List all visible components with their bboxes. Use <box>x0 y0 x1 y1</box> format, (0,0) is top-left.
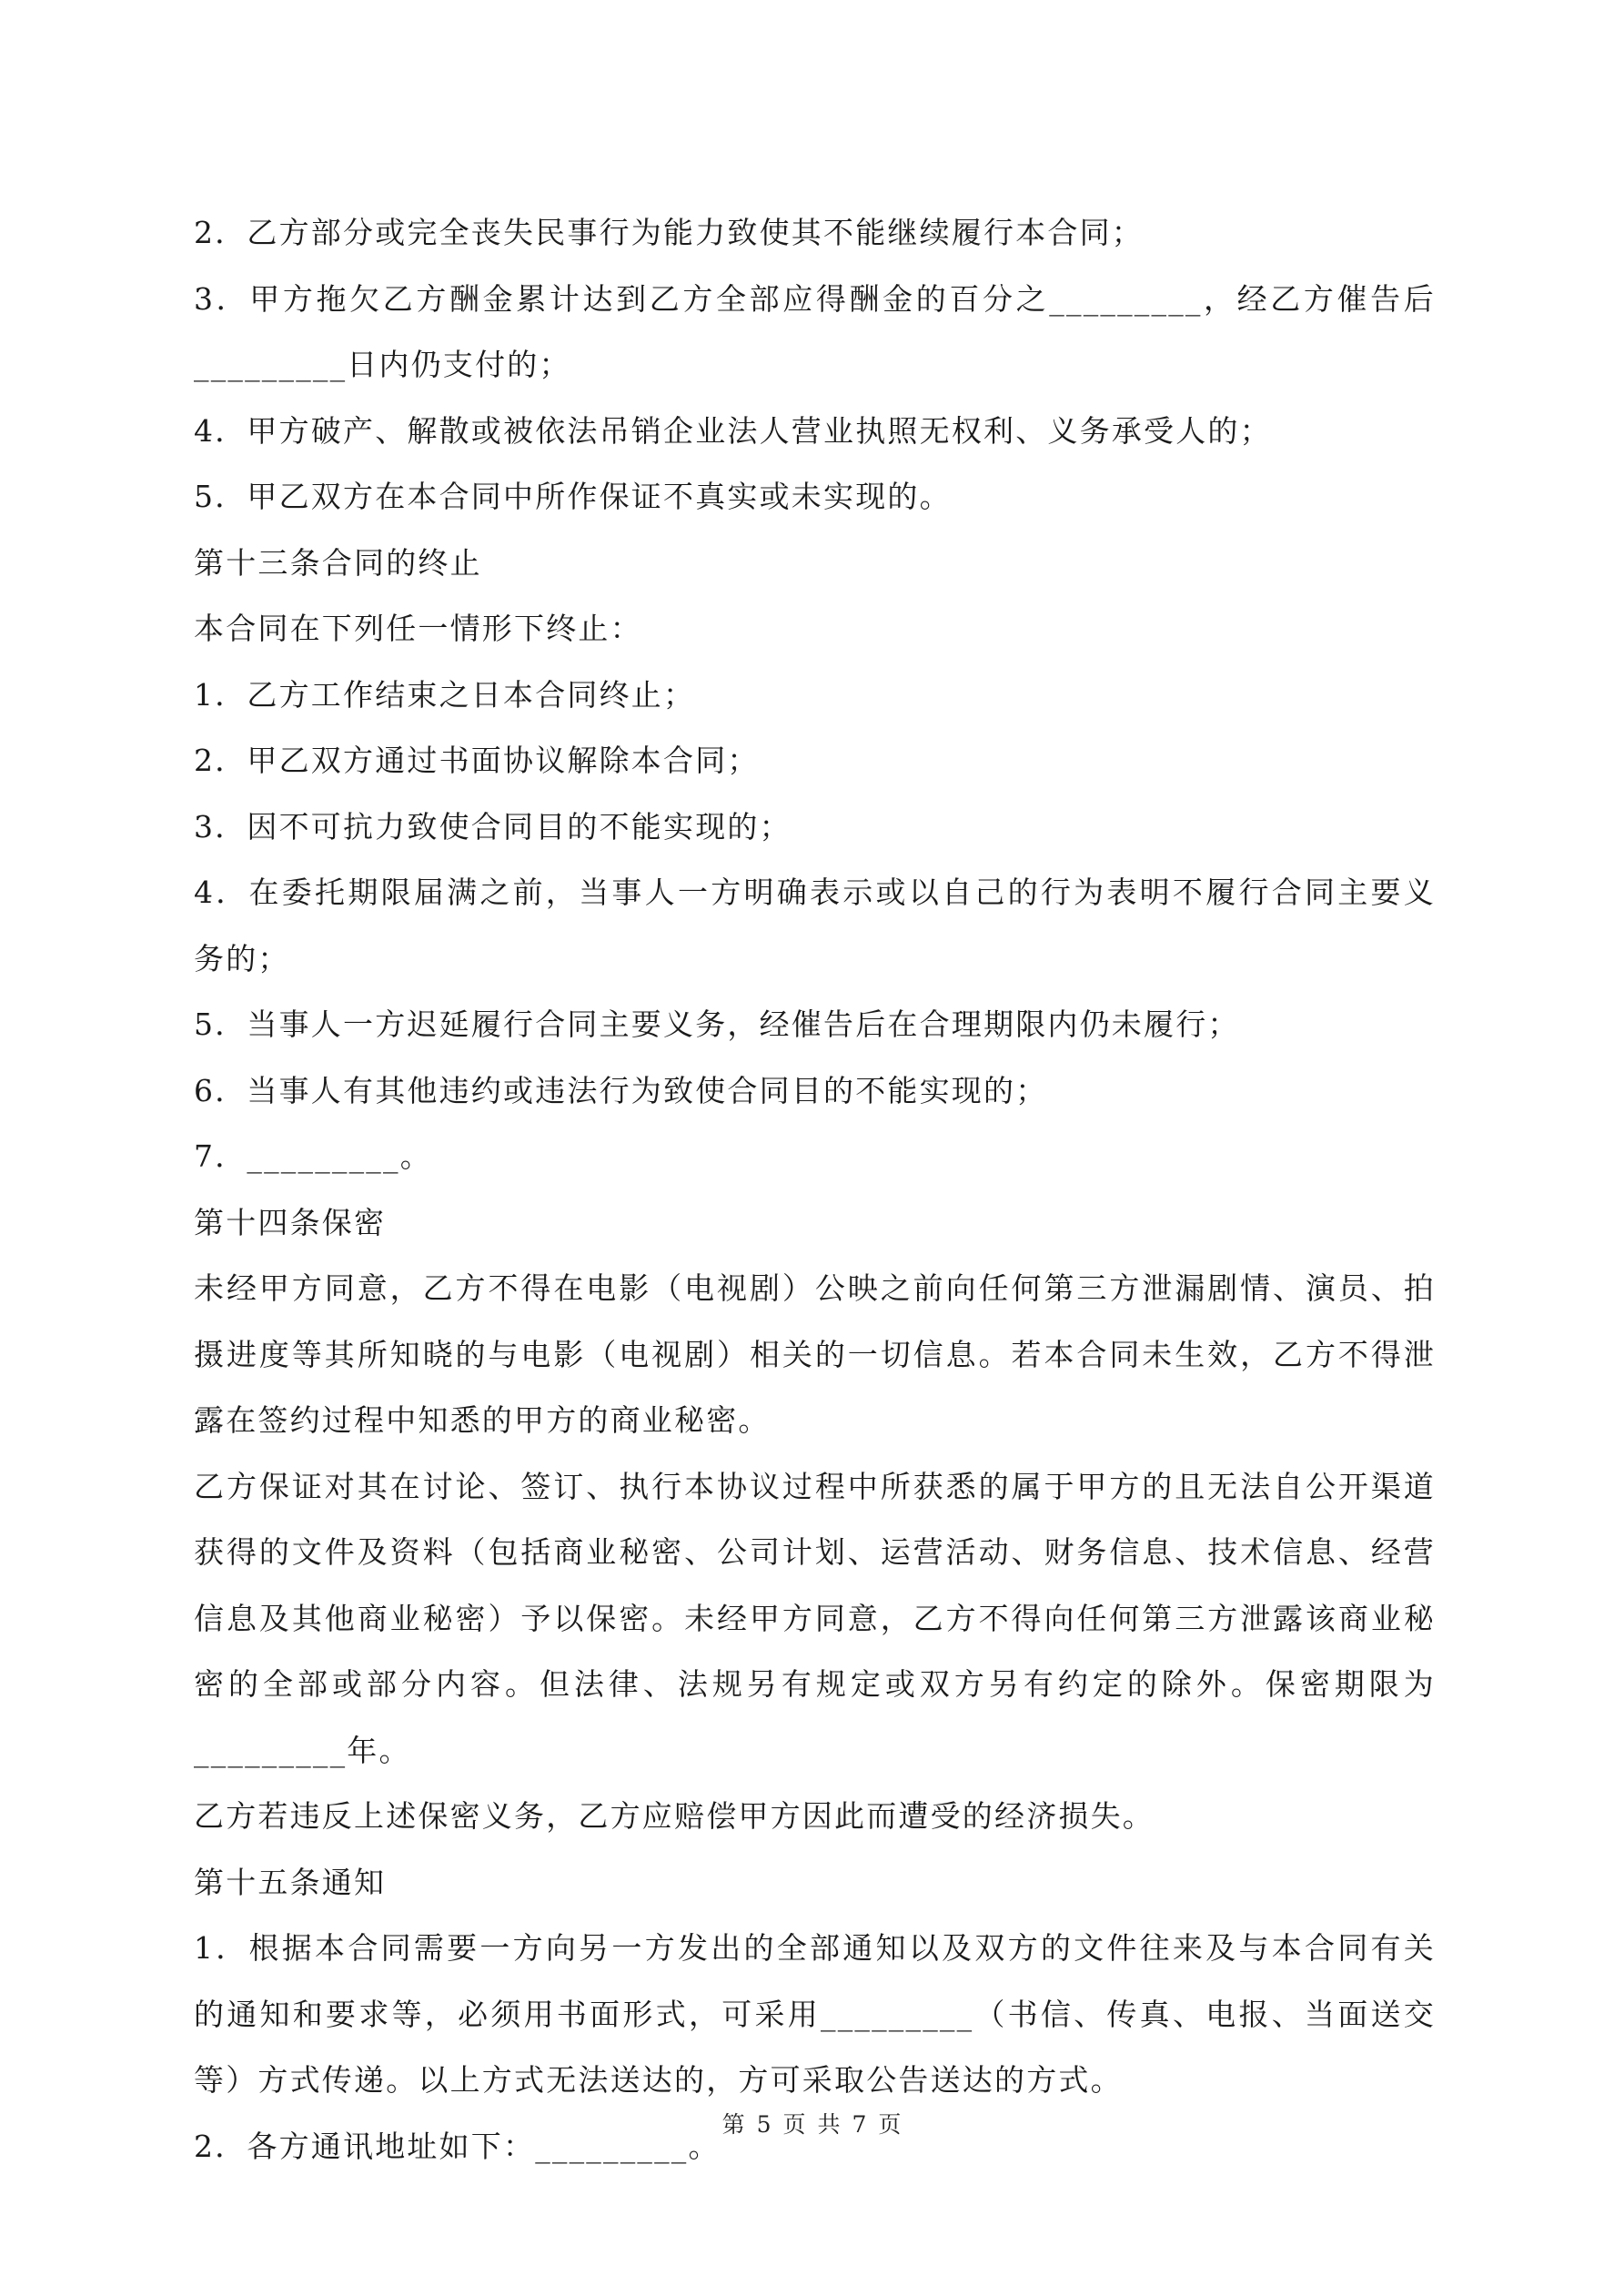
clause-line: 3．甲方拖欠乙方酬金累计达到乙方全部应得酬金的百分之_________，经乙方催告后 <box>194 280 1436 317</box>
clause-line: 等）方式传递。以上方式无法送达的，方可采取公告送达的方式。 <box>194 2062 1123 2098</box>
section-heading: 第十四条保密 <box>194 1204 387 1240</box>
clause-line: 4．在委托期限届满之前，当事人一方明确表示或以自己的行为表明不履行合同主要义 <box>194 875 1436 910</box>
clause-line: 3．因不可抗力致使合同目的不能实现的； <box>194 808 792 845</box>
clause-line: 获得的文件及资料（包括商业秘密、公司计划、运营活动、财务信息、技术信息、经营 <box>194 1534 1436 1570</box>
section-heading: 第十五条通知 <box>194 1864 387 1900</box>
clause-line: 5．当事人一方迟延履行合同主要义务，经催告后在合理期限内仍未履行； <box>194 1006 1240 1042</box>
clause-line: 本合同在下列任一情形下终止： <box>194 611 642 646</box>
total-label: 共 <box>817 2111 842 2138</box>
clause-line: 的通知和要求等，必须用书面形式，可采用_________（书信、传真、电报、当面送交 <box>194 1996 1436 2032</box>
section-heading: 第十三条合同的终止 <box>194 544 482 581</box>
clause-line: 露在签约过程中知悉的甲方的商业秘密。 <box>194 1402 771 1438</box>
total-unit: 页 <box>878 2111 903 2138</box>
contract-body <box>194 200 1436 2180</box>
clause-line: 乙方若违反上述保密义务，乙方应赔偿甲方因此而遭受的经济损失。 <box>194 1798 1155 1834</box>
clause-line: _________日内仍支付的； <box>194 347 571 382</box>
clause-line: 2．甲乙双方通过书面协议解除本合同； <box>194 743 760 778</box>
clause-line: 务的； <box>194 940 290 976</box>
clause-line: 摄进度等其所知晓的与电影（电视剧）相关的一切信息。若本合同未生效，乙方不得泄 <box>194 1336 1436 1372</box>
clause-line: 5．甲乙双方在本合同中所作保证不真实或未实现的。 <box>194 479 952 514</box>
clause-line: 未经甲方同意，乙方不得在电影（电视剧）公映之前向任何第三方泄漏剧情、演员、拍 <box>194 1270 1436 1306</box>
clause-line: 1．乙方工作结束之日本合同终止； <box>194 676 696 713</box>
clause-line: 6．当事人有其他违约或违法行为致使合同目的不能实现的； <box>194 1072 1048 1108</box>
page-label: 第 <box>721 2111 746 2138</box>
clause-line: 4．甲方破产、解散或被依法吊销企业法人营业执照无权利、义务承受人的； <box>194 412 1272 449</box>
total-page-count: 7 <box>852 2111 868 2138</box>
clause-line: 2．各方通讯地址如下：_________。 <box>194 2128 721 2164</box>
page-footer <box>0 2107 1624 2139</box>
page-unit: 页 <box>782 2111 807 2138</box>
current-page-number: 5 <box>756 2111 772 2138</box>
clause-line: _________年。 <box>194 1732 411 1768</box>
clause-line: 乙方保证对其在讨论、签订、执行本协议过程中所获悉的属于甲方的且无法自公开渠道 <box>194 1468 1436 1504</box>
clause-line: 密的全部或部分内容。但法律、法规另有规定或双方另有约定的除外。保密期限为 <box>194 1666 1436 1702</box>
clause-line: 7．_________。 <box>194 1138 432 1174</box>
clause-line: 1．根据本合同需要一方向另一方发出的全部通知以及双方的文件往来及与本合同有关 <box>194 1930 1436 1966</box>
clause-line: 2．乙方部分或完全丧失民事行为能力致使其不能继续履行本合同； <box>194 215 1144 250</box>
clause-line: 信息及其他商业秘密）予以保密。未经甲方同意，乙方不得向任何第三方泄露该商业秘 <box>194 1600 1436 1636</box>
